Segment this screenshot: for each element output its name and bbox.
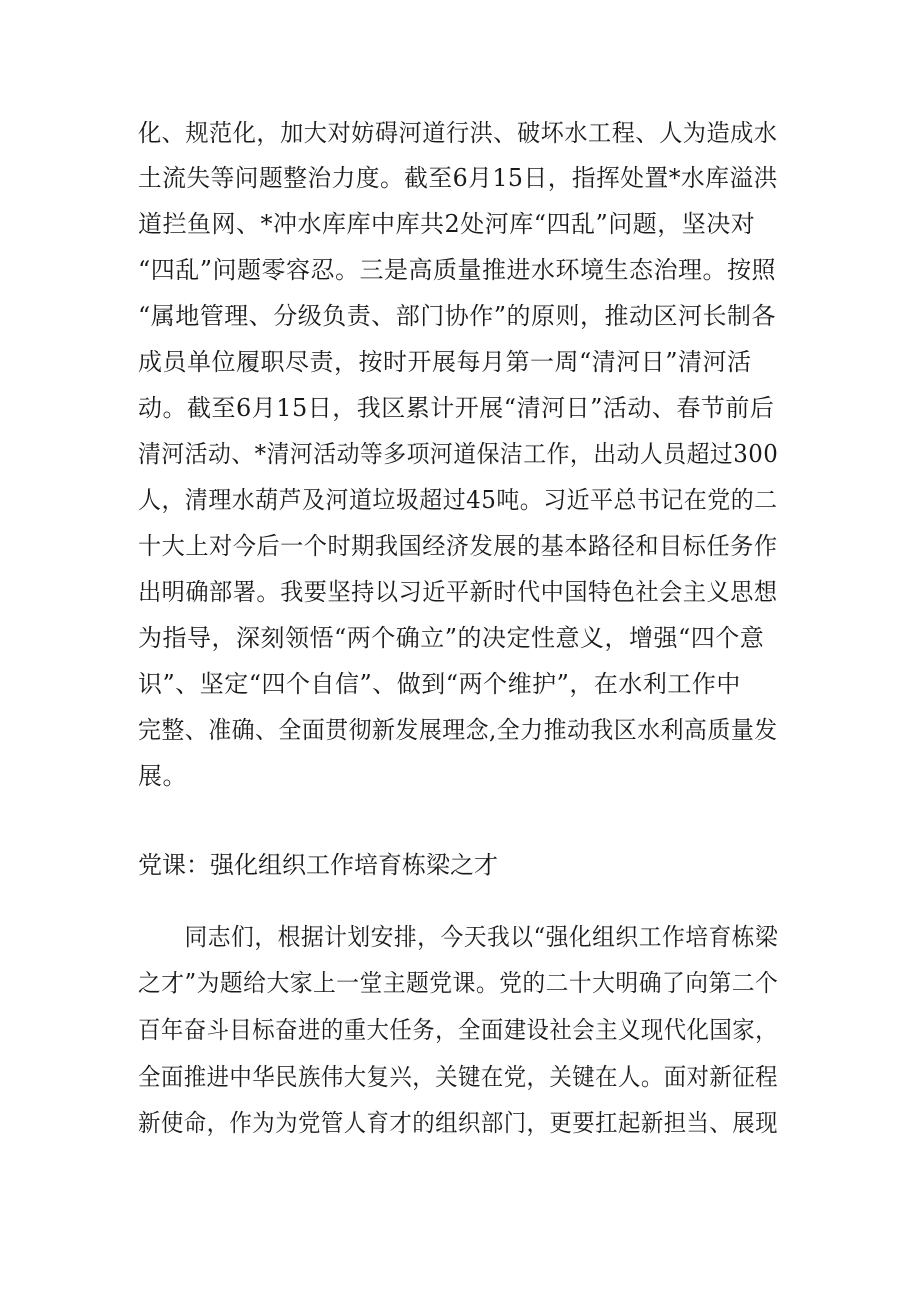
paragraph-line: 土流失等问题整治力度。截至6月15日，指挥处置*水库溢洪 xyxy=(138,164,778,192)
paragraph-line: 动。截至6月15日，我区累计开展“清河日”活动、春节前后 xyxy=(138,394,775,422)
paragraph-line: 为指导，深刻领悟“两个确立”的决定性意义，增强“四个意 xyxy=(138,624,765,652)
paragraph-line: 出明确部署。我要坚持以习近平新时代中国特色社会主义思想 xyxy=(138,578,778,606)
paragraph-line: 全面推进中华民族伟大复兴，关键在党，关键在人。面对新征程 xyxy=(138,1063,778,1091)
paragraph-line: 之才”为题给大家上一堂主题党课。党的二十大明确了向第二个 xyxy=(138,969,779,997)
paragraph-line: 识”、坚定“四个自信”、做到“两个维护”，在水利工作中 xyxy=(138,670,741,698)
paragraph-line: “属地管理、分级负责、部门协作”的原则，推动区河长制各 xyxy=(138,302,777,330)
paragraph-line: “四乱”问题零容忍。三是高质量推进水环境生态治理。按照 xyxy=(138,256,777,284)
paragraph-line: 百年奋斗目标奋进的重大任务，全面建设社会主义现代化国家， xyxy=(138,1016,778,1044)
paragraph-line: 完整、准确、全面贯彻新发展理念,全力推动我区水利高质量发 xyxy=(138,716,778,744)
paragraph-line: 清河活动、*清河活动等多项河道保洁工作，出动人员超过300 xyxy=(138,440,779,468)
section-heading: 党课：强化组织工作培育栋梁之才 xyxy=(138,851,498,879)
paragraph-line: 展。 xyxy=(138,762,187,790)
paragraph-line: 化、规范化，加大对妨碍河道行洪、破坏水工程、人为造成水 xyxy=(138,119,778,147)
paragraph-line: 同志们，根据计划安排，今天我以“强化组织工作培育栋梁 xyxy=(138,923,779,951)
paragraph-line: 新使命，作为为党管人育才的组织部门，更要扛起新担当、展现 xyxy=(138,1109,778,1137)
paragraph-line: 十大上对今后一个时期我国经济发展的基本路径和目标任务作 xyxy=(138,532,778,560)
paragraph-line: 道拦鱼网、*冲水库库中库共2处河库“四乱”问题，坚决对 xyxy=(138,210,756,238)
paragraph-line: 人，清理水葫芦及河道垃圾超过45吨。习近平总书记在党的二 xyxy=(138,486,778,514)
paragraph-line: 成员单位履职尽责，按时开展每月第一周“清河日”清河活 xyxy=(138,348,752,376)
